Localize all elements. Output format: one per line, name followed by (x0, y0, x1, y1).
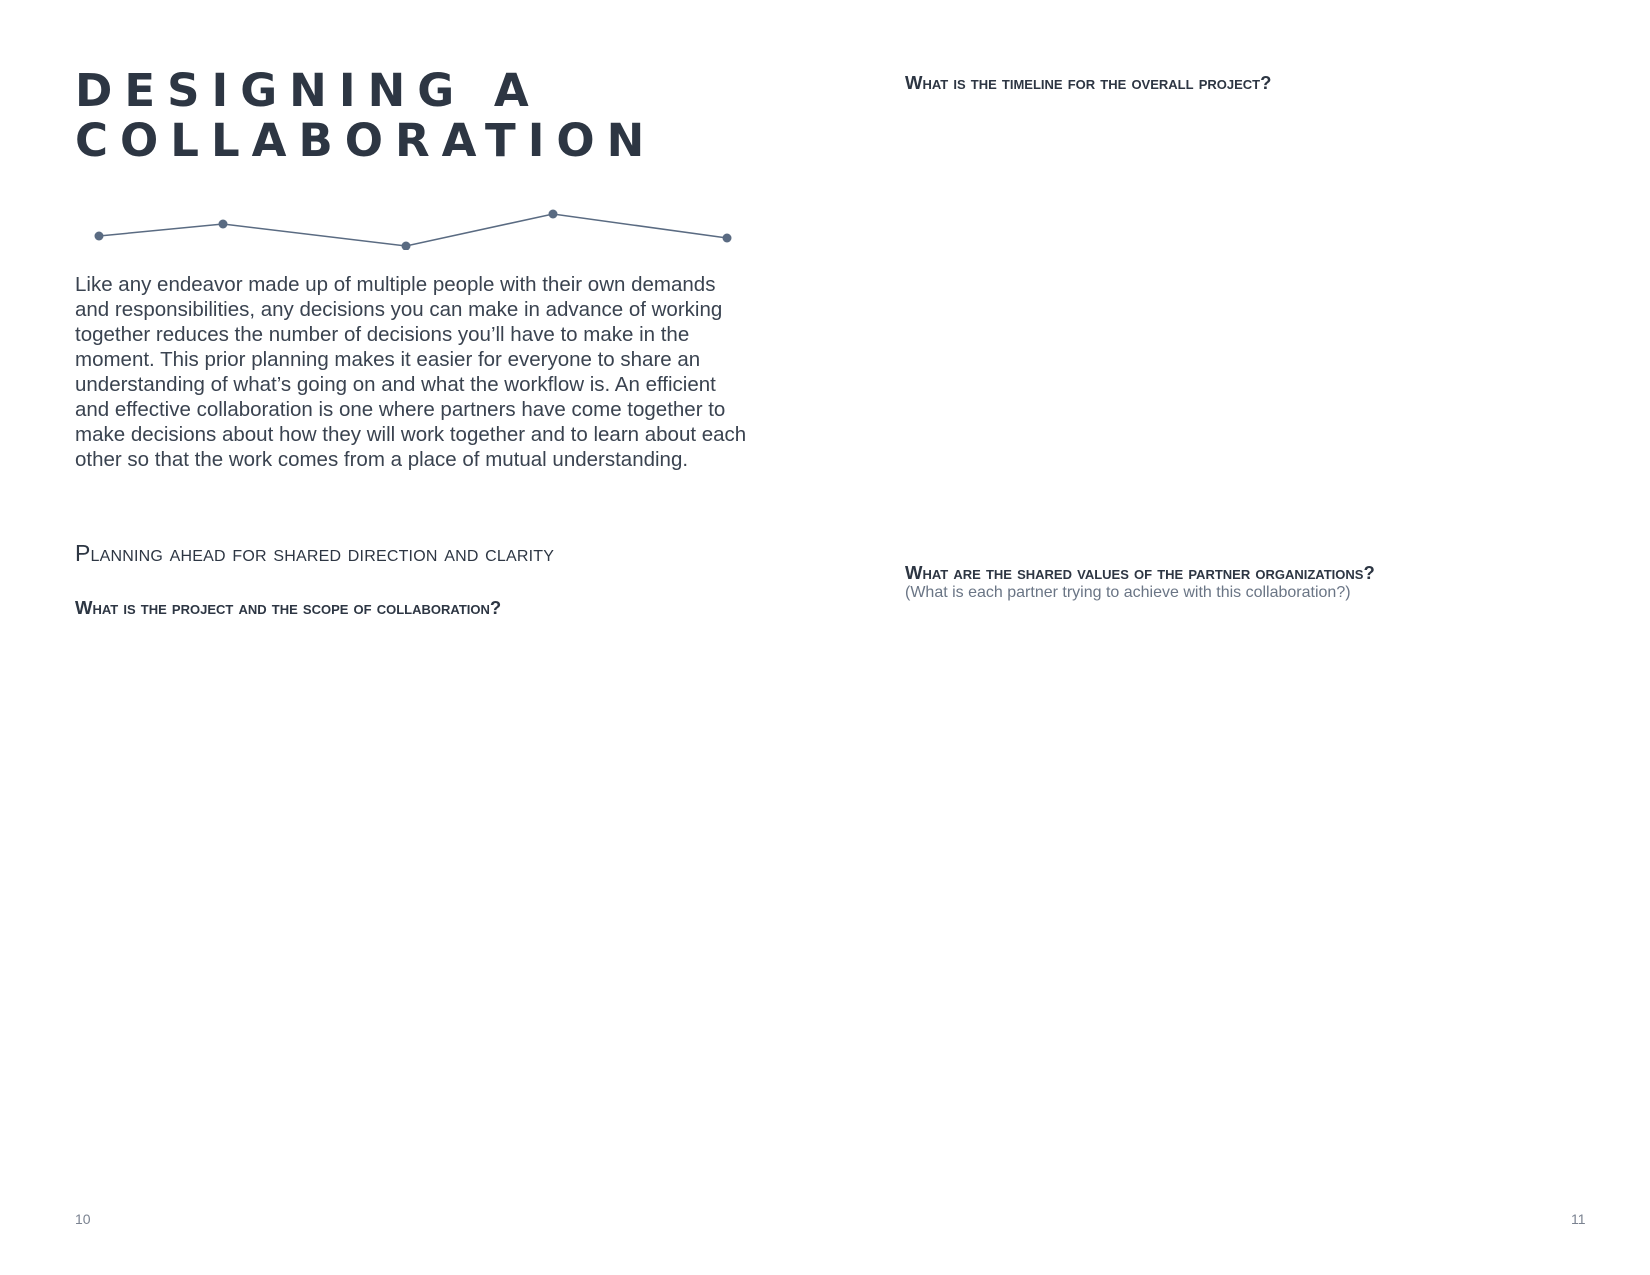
right-page (825, 0, 1650, 1275)
question-project-scope: What is the project and the scope of collaboration? (75, 597, 502, 618)
decorative-dot (402, 242, 411, 251)
intro-paragraph: Like any endeavor made up of multiple people with their own demands and responsibilities, any decisions you can make in advance of working together reduces the number of decisions you’ll have to make in the moment. This prior planning makes it easier for everyone to share an understanding of what’s going on and what the workflow is. An efficient and effective collaboration is one where partners have come together to make decisions about how they will work together and to learn about each other so that the work comes from a place of mutual understanding. (75, 273, 747, 471)
decorative-polyline (85, 200, 735, 250)
decorative-dot (219, 220, 228, 229)
decorative-polyline-path (99, 214, 727, 246)
page-title-line-1: DESIGNING A (75, 64, 541, 117)
section-heading: Planning ahead for shared direction and clarity (75, 540, 555, 566)
question-timeline: What is the timeline for the overall project? (905, 72, 1272, 93)
question-shared-values-subtext: (What is each partner trying to achieve with this collaboration?) (905, 584, 1351, 601)
page-title (75, 66, 656, 166)
page-number-left: 10 (75, 1211, 91, 1227)
page-number-right: 11 (1571, 1211, 1586, 1227)
decorative-dot (723, 234, 732, 243)
decorative-dot (549, 210, 558, 219)
decorative-dot (95, 232, 104, 241)
question-shared-values: What are the shared values of the partner organizations? (905, 562, 1375, 583)
page-title-line-2: COLLABORATION (75, 114, 657, 167)
